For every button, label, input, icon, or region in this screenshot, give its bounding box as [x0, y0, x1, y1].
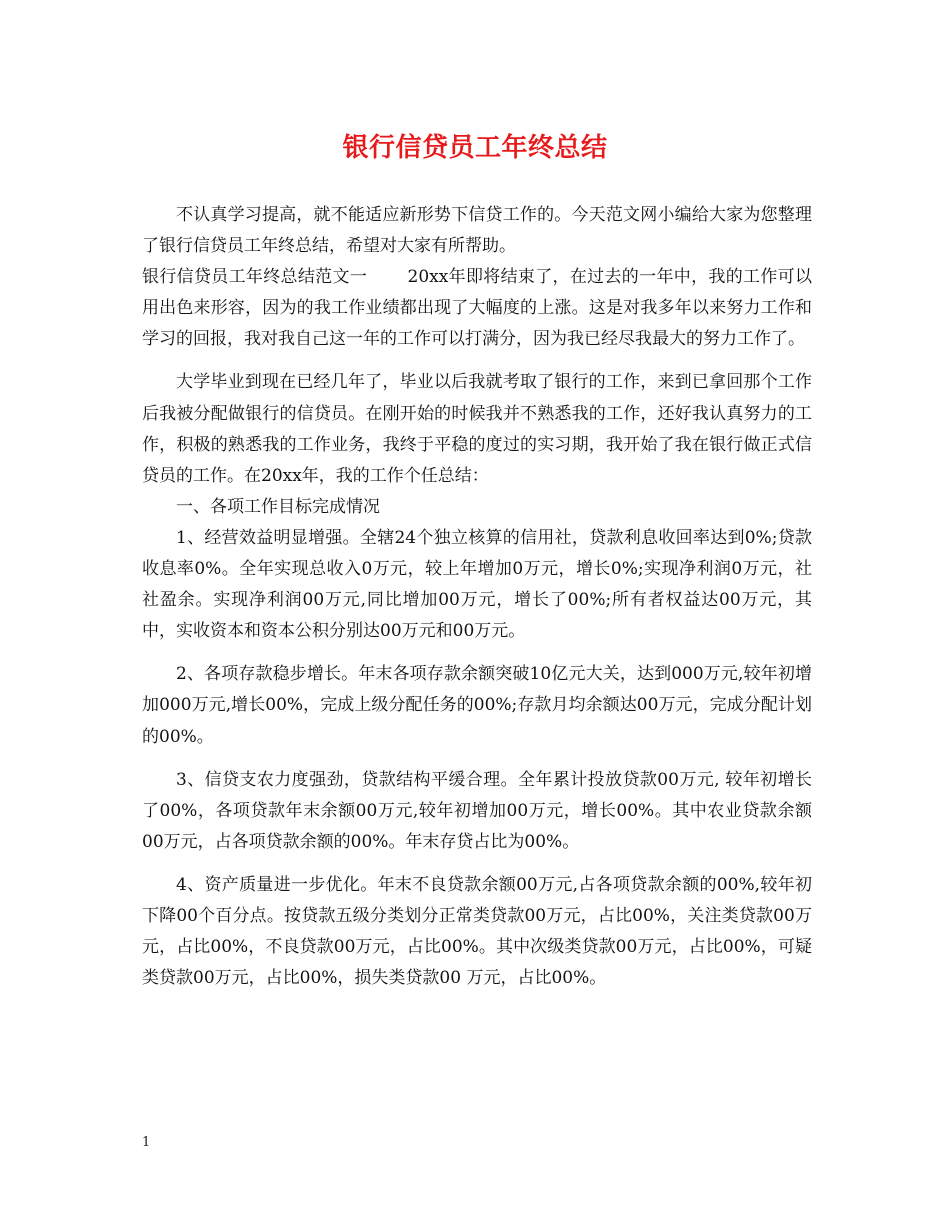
paragraph-sample-one: 银行信贷员工年终总结范文一 20xx年即将结束了，在过去的一年中，我的工作可以用出色来形容，因为的我工作业绩都出现了大幅度的上涨。这是对我多年以来努力工作和学习的回报，我对我自己这一年的工作可以打满分，因为我已经尽我最大的努力工作了。	[142, 267, 812, 350]
page-number: 1	[142, 1135, 151, 1150]
paragraph-item-3: 3、信贷支农力度强劲，贷款结构平缓合理。全年累计投放贷款00万元, 较年初增长了00%，各项贷款年末余额00万元,较年初增加00万元，增长00%。其中农业贷款余额00万元，占各项贷款余额的00%。年末存贷占比为00%。	[142, 769, 812, 852]
paragraph-item-2: 2、各项存款稳步增长。年末各项存款余额突破10亿元大关，达到000万元,较年初增加000万元,增长00%，完成上级分配任务的00%;存款月均余额达00万元，完成分配计划的00%。	[142, 664, 812, 747]
paragraph-gap	[142, 753, 812, 765]
section-heading-goals: 一、各项工作目标完成情况	[176, 496, 380, 517]
paragraph-gap	[142, 647, 812, 659]
document-title: 银行信贷员工年终总结	[342, 133, 608, 163]
paragraph-item-4: 4、资产质量进一步优化。年末不良贷款余额00万元,占各项贷款余额的00%,较年初下降00个百分点。按贷款五级分类划分正常类贷款00万元，占比00%，关注类贷款00万元，占比00%，不良贷款00万元，占比00%。其中次级类贷款00万元，占比00%，可疑类贷款00万元，占比00%，损失类贷款00 万元，占比00%。	[142, 874, 812, 989]
paragraph-gap	[142, 858, 812, 870]
paragraph-intro: 不认真学习提高，就不能适应新形势下信贷工作的。今天范文网小编给大家为您整理了银行信贷员工年终总结，希望对大家有所帮助。	[142, 205, 812, 257]
paragraph-gap	[142, 355, 812, 367]
paragraph-item-1: 1、经营效益明显增强。全辖24个独立核算的信用社，贷款利息收回率达到0%;贷款收息率0%。全年实现总收入0万元，较上年增加0万元，增长0%;实现净利润0万元，社社盈余。实现净利润00万元,同比增加00万元，增长了00%;所有者权益达00万元，其中，实收资本和资本公积分别达00万元和00万元。	[142, 527, 812, 642]
paragraph-background: 大学毕业到现在已经几年了，毕业以后我就考取了银行的工作，来到已拿回那个工作后我被分配做银行的信贷员。在刚开始的时候我并不熟悉我的工作，还好我认真努力的工作，积极的熟悉我的工作业务，我终于平稳的度过的实习期，我开始了我在银行做正式信贷员的工作。在20xx年，我的工作个任总结：	[142, 372, 812, 486]
document-body	[142, 200, 812, 994]
